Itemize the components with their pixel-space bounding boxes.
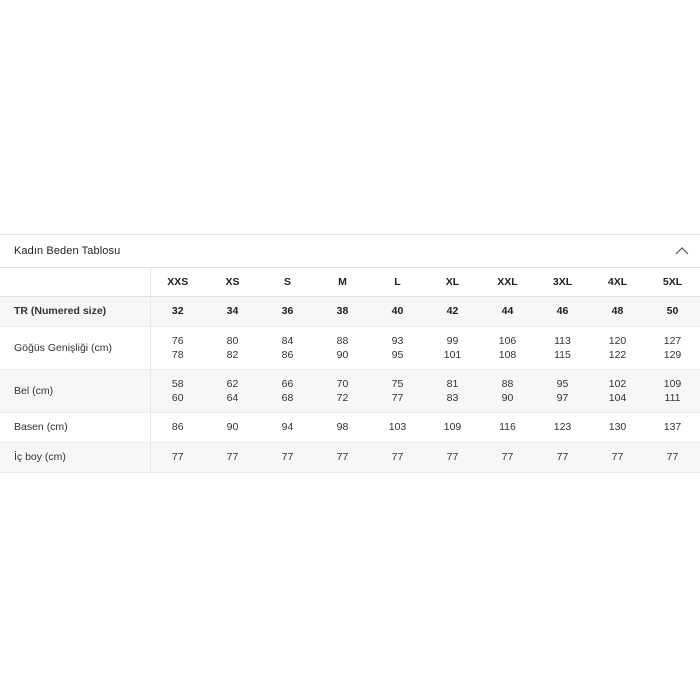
- size-header-4xl: 4XL: [590, 268, 645, 296]
- cell-bottom: 95: [391, 348, 404, 361]
- cell-top: 88: [501, 377, 514, 390]
- cell-top: 102: [608, 377, 627, 390]
- cell: 77: [260, 442, 315, 472]
- cell: [480, 326, 535, 369]
- cell: [535, 369, 590, 412]
- cell-top: 127: [663, 334, 682, 347]
- cell: [315, 326, 370, 369]
- cell: 36: [260, 296, 315, 326]
- cell: 38: [315, 296, 370, 326]
- cell-top: 109: [663, 377, 682, 390]
- cell-bottom: 90: [501, 391, 514, 404]
- cell: [535, 326, 590, 369]
- cell-top: 75: [391, 377, 404, 390]
- cell-top: 113: [554, 334, 571, 347]
- cell: 123: [535, 412, 590, 442]
- cell-top: 106: [498, 334, 517, 347]
- row-label-bel: Bel (cm): [0, 369, 150, 412]
- cell-bottom: 78: [171, 348, 184, 361]
- cell: 42: [425, 296, 480, 326]
- cell-bottom: 68: [281, 391, 294, 404]
- cell-bottom: 108: [498, 348, 517, 361]
- chevron-up-icon[interactable]: [674, 243, 690, 259]
- cell-bottom: 129: [663, 348, 682, 361]
- cell: 77: [590, 442, 645, 472]
- cell-bottom: 122: [608, 348, 627, 361]
- cell: [205, 326, 260, 369]
- cell: [425, 326, 480, 369]
- size-header-xl: XL: [425, 268, 480, 296]
- table-row: [0, 442, 700, 472]
- page-title: Kadın Beden Tablosu: [14, 245, 121, 257]
- cell-top: 120: [608, 334, 627, 347]
- cell: [645, 369, 700, 412]
- cell: [590, 326, 645, 369]
- cell-top: 58: [171, 377, 184, 390]
- cell-bottom: 83: [446, 391, 459, 404]
- cell: [205, 369, 260, 412]
- cell-top: 76: [171, 334, 184, 347]
- size-header-xxl: XXL: [480, 268, 535, 296]
- cell: [645, 326, 700, 369]
- cell: 94: [260, 412, 315, 442]
- cell: [370, 326, 425, 369]
- cell: [260, 369, 315, 412]
- cell-bottom: 101: [443, 348, 462, 361]
- cell: [370, 369, 425, 412]
- size-chart-panel: [0, 234, 700, 473]
- size-table: [0, 268, 700, 473]
- cell-bottom: 97: [556, 391, 569, 404]
- cell: 48: [590, 296, 645, 326]
- size-header-l: L: [370, 268, 425, 296]
- cell-top: 70: [336, 377, 349, 390]
- cell-top: 62: [226, 377, 239, 390]
- cell: 32: [150, 296, 205, 326]
- cell-bottom: 86: [281, 348, 294, 361]
- table-row: [0, 412, 700, 442]
- cell-bottom: 115: [554, 348, 571, 361]
- cell: 90: [205, 412, 260, 442]
- cell-top: 66: [281, 377, 294, 390]
- cell: 98: [315, 412, 370, 442]
- cell: 34: [205, 296, 260, 326]
- size-chart-header[interactable]: [0, 234, 700, 268]
- cell: 109: [425, 412, 480, 442]
- cell: 86: [150, 412, 205, 442]
- row-label-tr: TR (Numered size): [0, 296, 150, 326]
- table-row: [0, 369, 700, 412]
- cell-bottom: 64: [226, 391, 239, 404]
- cell: [425, 369, 480, 412]
- cell-top: 88: [336, 334, 349, 347]
- cell-top: 99: [446, 334, 459, 347]
- cell-top: 81: [446, 377, 459, 390]
- cell: 46: [535, 296, 590, 326]
- cell: 77: [480, 442, 535, 472]
- row-label-basen: Basen (cm): [0, 412, 150, 442]
- cell: 116: [480, 412, 535, 442]
- cell: [150, 369, 205, 412]
- cell: 130: [590, 412, 645, 442]
- cell: 137: [645, 412, 700, 442]
- cell: [315, 369, 370, 412]
- cell: [150, 326, 205, 369]
- table-corner-cell: [0, 268, 150, 296]
- cell: [480, 369, 535, 412]
- cell: 77: [535, 442, 590, 472]
- cell-bottom: 90: [336, 348, 349, 361]
- cell-top: 95: [556, 377, 569, 390]
- cell-bottom: 111: [664, 391, 681, 404]
- cell-bottom: 82: [226, 348, 239, 361]
- size-header-3xl: 3XL: [535, 268, 590, 296]
- size-header-s: S: [260, 268, 315, 296]
- cell: 77: [205, 442, 260, 472]
- cell-bottom: 60: [171, 391, 184, 404]
- size-header-m: M: [315, 268, 370, 296]
- cell-bottom: 72: [336, 391, 349, 404]
- cell: 77: [315, 442, 370, 472]
- cell: 77: [425, 442, 480, 472]
- cell: [260, 326, 315, 369]
- table-header-row: [0, 268, 700, 296]
- cell: 40: [370, 296, 425, 326]
- size-header-xs: XS: [205, 268, 260, 296]
- table-row: [0, 326, 700, 369]
- row-label-ic-boy: İç boy (cm): [0, 442, 150, 472]
- cell-top: 80: [226, 334, 239, 347]
- cell-bottom: 77: [391, 391, 404, 404]
- size-header-xxs: XXS: [150, 268, 205, 296]
- table-row: [0, 296, 700, 326]
- cell-top: 93: [391, 334, 404, 347]
- size-header-5xl: 5XL: [645, 268, 700, 296]
- cell-bottom: 104: [608, 391, 627, 404]
- cell: 77: [150, 442, 205, 472]
- cell: 77: [645, 442, 700, 472]
- cell: 44: [480, 296, 535, 326]
- cell: 103: [370, 412, 425, 442]
- row-label-gogus-genisligi: Göğüs Genişliği (cm): [0, 326, 150, 369]
- cell: 50: [645, 296, 700, 326]
- cell: 77: [370, 442, 425, 472]
- cell: [590, 369, 645, 412]
- cell-top: 84: [281, 334, 294, 347]
